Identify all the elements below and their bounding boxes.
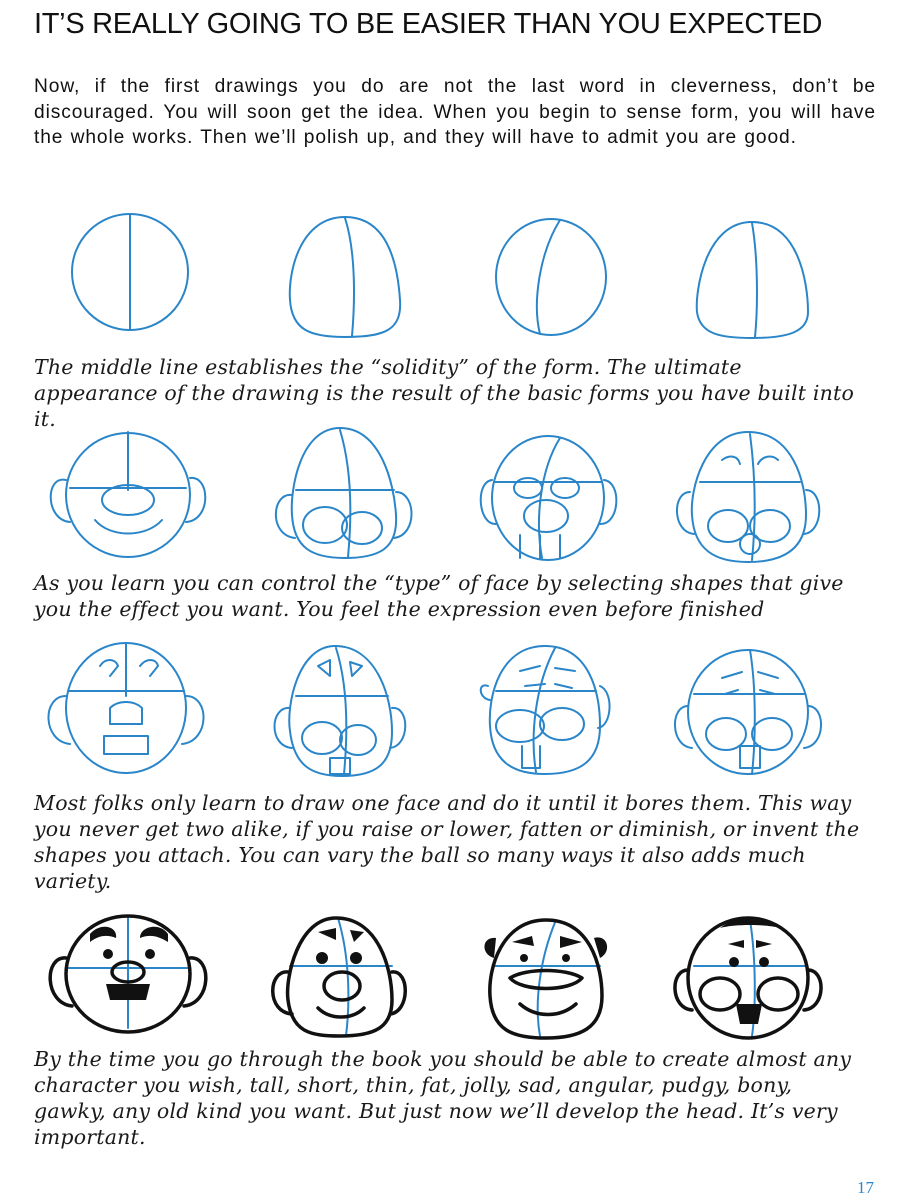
row-developed xyxy=(0,636,922,786)
ball-sketch-2 xyxy=(290,217,400,337)
developed-head-1 xyxy=(48,643,203,773)
developed-head-2 xyxy=(275,646,406,776)
row-finished xyxy=(0,908,922,1040)
ball-sketch-3 xyxy=(496,219,606,335)
ball-sketch-4 xyxy=(697,222,808,338)
basic-form-illustrations xyxy=(0,212,922,342)
finished-head-2 xyxy=(273,918,406,1036)
page-heading: IT’S REALLY GOING TO BE EASIER THAN YOU EXPECTED xyxy=(34,8,823,40)
shape-illustrations xyxy=(0,420,922,570)
developed-head-4 xyxy=(675,650,821,774)
developed-illustrations xyxy=(0,636,922,786)
row-shapes xyxy=(0,420,922,570)
caption-2: As you learn you can control the “type” of face by selecting shapes that give you the effect you want. You feel the expression even before finished xyxy=(34,571,844,621)
ball-sketch-1 xyxy=(72,214,188,330)
finished-head-4 xyxy=(675,918,821,1039)
row-basic-forms xyxy=(0,212,922,342)
finished-head-1 xyxy=(50,916,206,1032)
finished-illustrations xyxy=(0,908,922,1040)
caption-1: The middle line establishes the “solidity” of the form. The ultimate appearance of the drawing is the result of the basic forms you have built into it. xyxy=(34,355,855,431)
head-shapes-3 xyxy=(481,436,617,560)
page-number: 17 xyxy=(857,1178,874,1197)
caption-4: By the time you go through the book you should be able to create almost any character you wish, tall, short, thin, fat, jolly, sad, angular, pudgy, bony, gawky, any old kind you want. But just now we’ll develop the head. It’s very important. xyxy=(34,1047,852,1149)
head-shapes-4 xyxy=(677,432,819,562)
intro-paragraph: Now, if the first drawings you do are not the last word in cleverness, don’t be discouraged. You will soon get the idea. When you begin to sense form, you will have the whole works. Then we’ll polish up, and they will have to admit you are good. xyxy=(34,76,876,148)
finished-head-3 xyxy=(484,920,607,1038)
head-shapes-2 xyxy=(276,428,412,558)
caption-3: Most folks only learn to draw one face and do it until it bores them. This way you never get two alike, if you raise or lower, fatten or diminish, or invent the shapes you attach. You can vary the ball so many ways it also adds much variety. xyxy=(34,791,860,893)
developed-head-3 xyxy=(481,646,610,774)
head-shapes-1 xyxy=(51,432,206,557)
